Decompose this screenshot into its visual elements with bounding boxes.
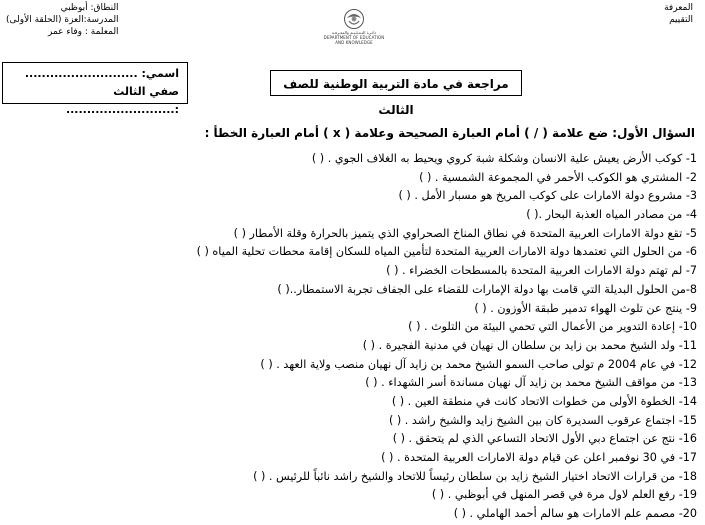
question-item: 18- من قرارات الاتحاد اختيار الشيخ زايد بن سلطان رئيساً للاتحاد والشيخ راشد نائباً للرئيس . ( ) [253, 469, 697, 483]
page-title: مراجعة في مادة التربية الوطنية للصف الثالث [270, 70, 522, 96]
question-item: 5- تقع دولة الامارات العربية المتحدة في نطاق المناخ الصحراوي الذي يتميز بالحرارة وقلة الأمطار ( ) [233, 226, 697, 240]
question-item: 9- ينتج عن تلوث الهواء تدمير طبقة الأوزون . ( ) [474, 301, 697, 315]
question-item: 11- ولد الشيخ محمد بن زايد بن سلطان ال نهيان في مدنية الفجيرة . ( ) [362, 338, 697, 352]
question-item: 1- كوكب الأرض يعيش علية الانسان وشكلة شبة كروي ويحيط به الغلاف الجوي . ( ) [311, 152, 697, 165]
header-left-line-1: النطاق: أبوظبي [60, 3, 119, 13]
student-name-label: اسمي: ........................... [24, 67, 179, 80]
emblem-icon [339, 8, 369, 30]
question-item: 7- لم تهتم دولة الامارات العربية المتحدة بالمسطحات الخضراء . ( ) [386, 264, 697, 278]
logo-text-en-1: DEPARTMENT OF EDUCATION [323, 35, 385, 40]
header-left-line-3: المعلمة : وفاء عمر [47, 27, 119, 37]
question-item: 12- في عام 2004 م تولى صاحب السمو الشيخ محمد بن زايد آل نهيان منصب ولاية العهد . ( ) [260, 357, 697, 371]
header-left [6, 2, 119, 38]
question-item: 17- في 30 نوفمبر اعلن عن قيام دولة الامارات العربية المتحدة . ( ) [381, 451, 697, 464]
question-item: 19- رفع العلم لاول مرة في قصر المنهل في أبوظبي . ( ) [431, 488, 697, 502]
question-item: 2- المشتري هو الكوكب الأحمر في المجموعة الشمسية . ( ) [419, 170, 697, 184]
question-item: 6- من الحلول التي تعتمدها دولة الامارات العربية المتحدة لتأمين المياه للسكان إقامة محطات تحلية المياه ( ) [196, 245, 697, 259]
logo-text-ar: دائـرة التـعـلـيـم والمعـرفـة [331, 30, 377, 35]
ministry-logo [316, 8, 392, 45]
question-item: 13- من مواقف الشيخ محمد بن زايد آل نهيان مساندة أسر الشهداء . ( ) [365, 376, 697, 390]
questions-list [7, 150, 697, 524]
question-item: 3- مشروع دولة الامارات على كوكب المريخ هو مسبار الأمل . ( ) [398, 189, 697, 203]
logo-text-en-2: AND KNOWLEDGE [335, 40, 373, 45]
question-item: 14- الخطوة الأولى من خطوات الاتحاد كانت في منطقة العين . ( ) [391, 394, 697, 408]
question-item: 4- من مصادر المياه العذبة البحار .( ) [526, 208, 697, 222]
header-left-line-2: المدرسة:العزة (الحلقة الأولى) [6, 15, 119, 25]
question-item: 15- اجتماع عرقوب السديرة كان بين الشيخ زايد والشيخ راشد . ( ) [388, 413, 697, 427]
header-right-line-2: التقييم [669, 15, 693, 25]
header-right [664, 2, 693, 26]
question-item: 10- إعادة التدوير من الأعمال التي تحمي البيئة من التلوث . ( ) [408, 320, 697, 334]
question-item: 8-من الحلول البديلة التي قامت بها دولة الإمارات للقضاء على الجفاف تجربة الاستمطار..( ) [277, 282, 697, 296]
question-item: 20- مصمم علم الامارات هو سالم أحمد الهاملي . ( ) [453, 507, 697, 521]
student-info-box [2, 62, 188, 116]
student-class-label: صفي الثالث :.......................... [65, 85, 179, 116]
header-right-line-1: المعرفة [664, 3, 693, 13]
question-item: 16- نتج عن اجتماع دبي الأول الاتحاد التساعي الذي لم يتحقق . ( ) [392, 432, 697, 446]
section-title: السؤال الأول: ضع علامة ( / ) أمام العبارة الصحيحة وعلامة ( x ) أمام العبارة الخطأ : [204, 126, 695, 140]
